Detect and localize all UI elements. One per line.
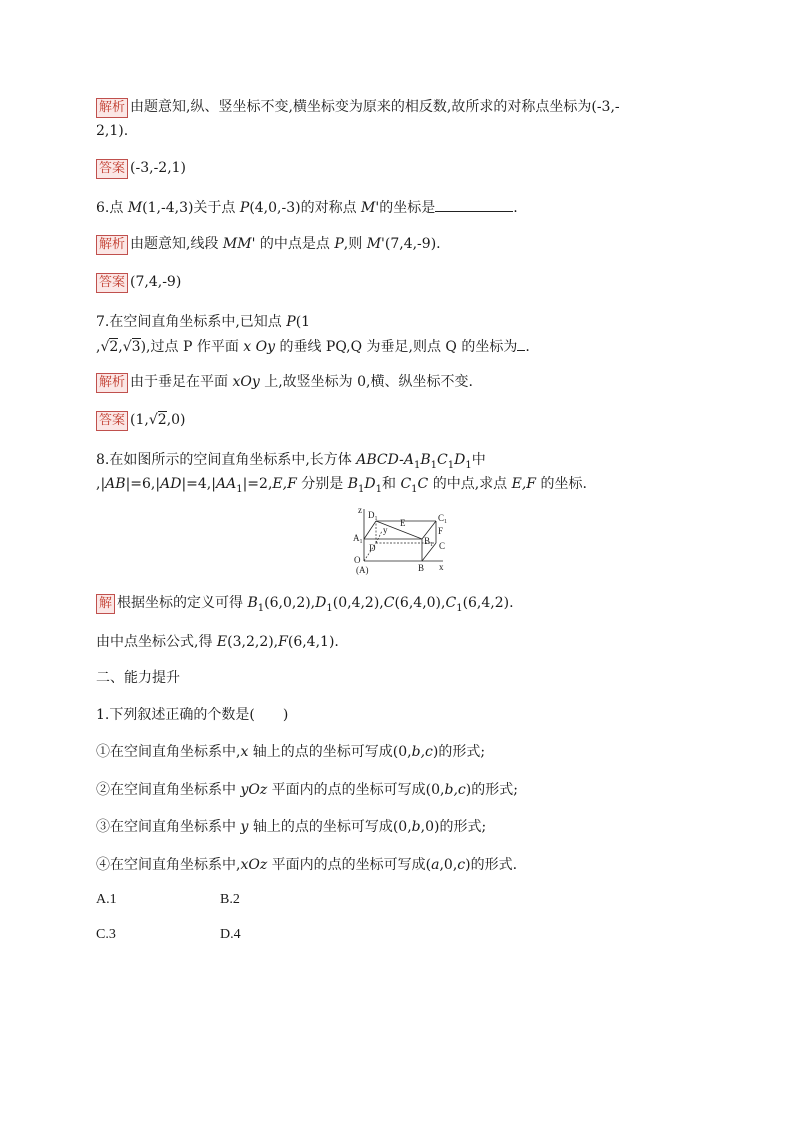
- q6-tail: 的坐标是: [379, 200, 436, 216]
- subscript-1: 1: [413, 459, 421, 471]
- subscript-1: 1: [257, 602, 265, 614]
- q5-analysis-text: 由题意知,纵、竖坐标不变,横坐标变为原来的相反数,故所求的对称点坐标为(-3,-: [130, 99, 620, 115]
- y-axis: [376, 531, 382, 543]
- q8-and: 和: [381, 476, 401, 492]
- subscript-1: 1: [447, 459, 455, 471]
- q6-p-coords: (4,0,-3)的对称点: [249, 200, 362, 216]
- q6-analysis-a: 由题意知,线段: [130, 236, 223, 252]
- plane-yoz: yOz: [240, 782, 268, 798]
- q5-analysis-line1: [96, 97, 620, 118]
- subscript-1: 1: [326, 602, 333, 614]
- point-m-prime: M': [366, 236, 385, 252]
- label-e: E: [400, 518, 406, 528]
- sqrt-2: 2: [157, 412, 167, 428]
- q8-sol-c: (6,4,0),: [394, 595, 446, 611]
- q8-line2-c: |=4,|: [181, 476, 216, 492]
- option-c[interactable]: C.3: [96, 927, 116, 942]
- q8-sol-d1: (0,4,2),: [332, 595, 384, 611]
- s2-item4-d: )的形式.: [465, 857, 518, 873]
- s2-item2: [96, 780, 518, 800]
- subscript-1: 1: [465, 459, 472, 471]
- answer-tag: 答案: [96, 411, 128, 431]
- vertex-c: C: [417, 476, 429, 492]
- segment-mm: MM': [222, 236, 256, 252]
- segment-aa1: AA: [215, 476, 237, 492]
- sqrt-3: 3: [131, 339, 141, 355]
- point-p: P: [286, 314, 296, 330]
- q7-analysis-b: 上,故竖坐标为 0,横、纵坐标不变.: [259, 374, 473, 390]
- point-m-prime: M': [361, 200, 380, 216]
- q7-period: .: [525, 339, 530, 355]
- vertex-d1: D: [315, 595, 327, 611]
- q7-question-line1: [96, 312, 310, 332]
- q8-question-line2: [96, 474, 587, 500]
- answer-tag: 答案: [96, 159, 128, 179]
- plane-xoy: x Oy: [243, 339, 276, 355]
- q6-m-coords: (1,-4,3)关于点: [142, 200, 240, 216]
- option-d[interactable]: D.4: [220, 927, 241, 942]
- q8-midpoint: [96, 632, 339, 652]
- s2-item4: [96, 855, 517, 875]
- edge-a1-d1: [364, 521, 376, 539]
- axis-y: y: [240, 819, 249, 835]
- q7-line2-c: 的垂线 PQ,Q 为垂足,则点 Q 的坐标为: [275, 339, 518, 355]
- label-o: O: [354, 555, 361, 565]
- label-x: x: [439, 562, 444, 572]
- option-b[interactable]: B.2: [220, 892, 240, 907]
- axis-x: x: [240, 744, 249, 760]
- label-a1-sub: 1: [359, 539, 363, 545]
- q8-f-coords: (6,4,1).: [287, 634, 339, 650]
- q6-analysis-b: 的中点是点: [255, 236, 335, 252]
- q8-sol-c1: (6,4,2).: [462, 595, 514, 611]
- s2-item4-a: ④在空间直角坐标系中,: [96, 857, 241, 873]
- s2-item2-b: 平面内的点的坐标可写成(0,: [267, 782, 445, 798]
- q6-analysis-c: ,则: [343, 236, 367, 252]
- q7-line2-a: ,: [96, 339, 101, 355]
- q6-prefix: 6.点: [96, 200, 128, 216]
- q8-line2-d: |=2,: [242, 476, 273, 492]
- q8-question-line1: [96, 450, 486, 476]
- points-ef: E,F: [511, 476, 536, 492]
- s2-item4-b: 平面内的点的坐标可写成(: [267, 857, 432, 873]
- section-title: 二、能力提升: [96, 670, 180, 686]
- vertex-b: B: [420, 452, 431, 468]
- option-a[interactable]: A.1: [96, 892, 117, 907]
- label-z: z: [358, 505, 362, 515]
- label-d1-sub: 1: [374, 516, 378, 522]
- q7-answer-a: (1,: [130, 412, 149, 428]
- label-y: y: [383, 525, 388, 535]
- solution-tag: 解: [96, 594, 115, 614]
- s2-item1-c: )的形式;: [432, 744, 486, 760]
- q8-line2-g: 的坐标.: [536, 476, 587, 492]
- s2-item4-c: ,0,: [439, 857, 458, 873]
- label-a1: [353, 533, 363, 545]
- sqrt-icon: √: [100, 339, 110, 355]
- label-c1: [438, 513, 447, 525]
- q8-sol-a: 根据坐标的定义可得: [117, 595, 248, 611]
- vars-bc: b,c: [411, 744, 433, 760]
- label-d1: [368, 510, 378, 522]
- q5-analysis-line2: 2,1).: [96, 123, 129, 139]
- label-d1-letter: D: [368, 510, 375, 520]
- vertex-d: D: [454, 452, 466, 468]
- cuboid-name: ABCD-A: [356, 452, 414, 468]
- var-a: a: [431, 857, 440, 873]
- label-a1-letter: A: [353, 533, 360, 543]
- q8-mid-a: 由中点坐标公式,得: [96, 634, 217, 650]
- q5-answer-text: (-3,-2,1): [130, 160, 187, 176]
- q7-answer: [96, 410, 186, 431]
- var-c: c: [457, 857, 466, 873]
- q6-analysis: [96, 234, 441, 255]
- s2-item2-c: )的形式;: [465, 782, 518, 798]
- q7-line1-a: 7.在空间直角坐标系中,已知点: [96, 314, 287, 330]
- q7-line1-b: (1: [295, 314, 311, 330]
- analysis-tag: 解析: [96, 373, 128, 393]
- vertex-b1: B: [347, 476, 358, 492]
- sqrt-icon: √: [122, 339, 132, 355]
- point-m: M: [127, 200, 143, 216]
- vertex-c1: C: [445, 595, 457, 611]
- label-b: B: [418, 563, 425, 573]
- q7-line2-b: ),过点 P 作平面: [140, 339, 244, 355]
- label-c1-letter: C: [438, 513, 445, 523]
- q8-line1-a: 8.在如图所示的空间直角坐标系中,长方体: [96, 452, 357, 468]
- s2-item1: [96, 742, 485, 762]
- points-ef: E,F: [272, 476, 297, 492]
- label-b1: [424, 536, 433, 548]
- subscript-1: 1: [358, 483, 365, 495]
- q7-question-line2: [96, 336, 530, 357]
- q6-answer: [96, 272, 181, 293]
- answer-tag: 答案: [96, 273, 128, 293]
- var-b: b: [411, 819, 421, 835]
- q8-line2-e: 分别是: [296, 476, 348, 492]
- s2-item1-a: ①在空间直角坐标系中,: [96, 744, 241, 760]
- q8-line2-b: |=6,|: [125, 476, 161, 492]
- q7-analysis-a: 由于垂足在平面: [130, 374, 233, 390]
- vertex-c: C: [437, 452, 448, 468]
- q8-line1-b: 中: [471, 452, 486, 468]
- q6-answer-text: (7,4,-9): [130, 274, 182, 290]
- q8-line2-a: ,|: [96, 476, 106, 492]
- sqrt-icon: √: [148, 412, 158, 428]
- answer-blank: [435, 197, 513, 212]
- s2-item1-b: 轴上的点的坐标可写成(0,: [248, 744, 412, 760]
- vertex-c1: C: [400, 476, 412, 492]
- subscript-1: 1: [375, 483, 382, 495]
- cuboid-figure: [338, 505, 458, 577]
- q8-e-coords: (3,2,2),: [227, 634, 279, 650]
- q5-answer: [96, 158, 186, 179]
- s2-q1: 1.下列叙述正确的个数是( ): [96, 707, 289, 723]
- label-a: (A): [356, 565, 369, 575]
- q6-period: .: [513, 200, 518, 216]
- q8-solution: [96, 593, 514, 619]
- s2-item3-c: ,0)的形式;: [420, 819, 487, 835]
- label-b1-letter: B: [424, 536, 431, 546]
- subscript-1: 1: [456, 602, 463, 614]
- label-b1-sub: 1: [430, 542, 434, 548]
- plane-xoz: xOz: [240, 857, 268, 873]
- sqrt-2: 2: [109, 339, 119, 355]
- label-c1-sub: 1: [444, 519, 448, 525]
- analysis-tag: 解析: [96, 235, 128, 255]
- vertex-d1: D: [364, 476, 376, 492]
- subscript-1: 1: [411, 483, 418, 495]
- vars-bc: b,c: [444, 782, 466, 798]
- q8-sol-b1: (6,0,2),: [264, 595, 316, 611]
- vertex-c: C: [383, 595, 395, 611]
- s2-item3-a: ③在空间直角坐标系中: [96, 819, 241, 835]
- label-d: D: [369, 543, 376, 553]
- plane-xoy: xOy: [232, 374, 260, 390]
- q6-analysis-d: (7,4,-9).: [384, 236, 441, 252]
- point-e: E: [216, 634, 228, 650]
- segment-ab: AB: [105, 476, 126, 492]
- q7-analysis: [96, 372, 473, 393]
- label-c: C: [439, 541, 446, 551]
- point-f: F: [278, 634, 288, 650]
- s2-item3-b: 轴上的点的坐标可写成(0,: [248, 819, 412, 835]
- point-p: P: [334, 236, 344, 252]
- analysis-tag: 解析: [96, 98, 128, 118]
- s2-item3: [96, 817, 486, 837]
- q7-answer-b: ,0): [166, 412, 186, 428]
- vertex-b1: B: [247, 595, 258, 611]
- segment-ad: AD: [160, 476, 182, 492]
- q8-line2-f: 的中点,求点: [428, 476, 512, 492]
- subscript-1: 1: [430, 459, 438, 471]
- subscript-1: 1: [236, 483, 243, 495]
- q6-question: [96, 197, 518, 218]
- point-p: P: [239, 200, 250, 216]
- s2-item2-a: ②在空间直角坐标系中: [96, 782, 241, 798]
- q7-comma: ,: [118, 339, 123, 355]
- label-f: F: [438, 526, 444, 536]
